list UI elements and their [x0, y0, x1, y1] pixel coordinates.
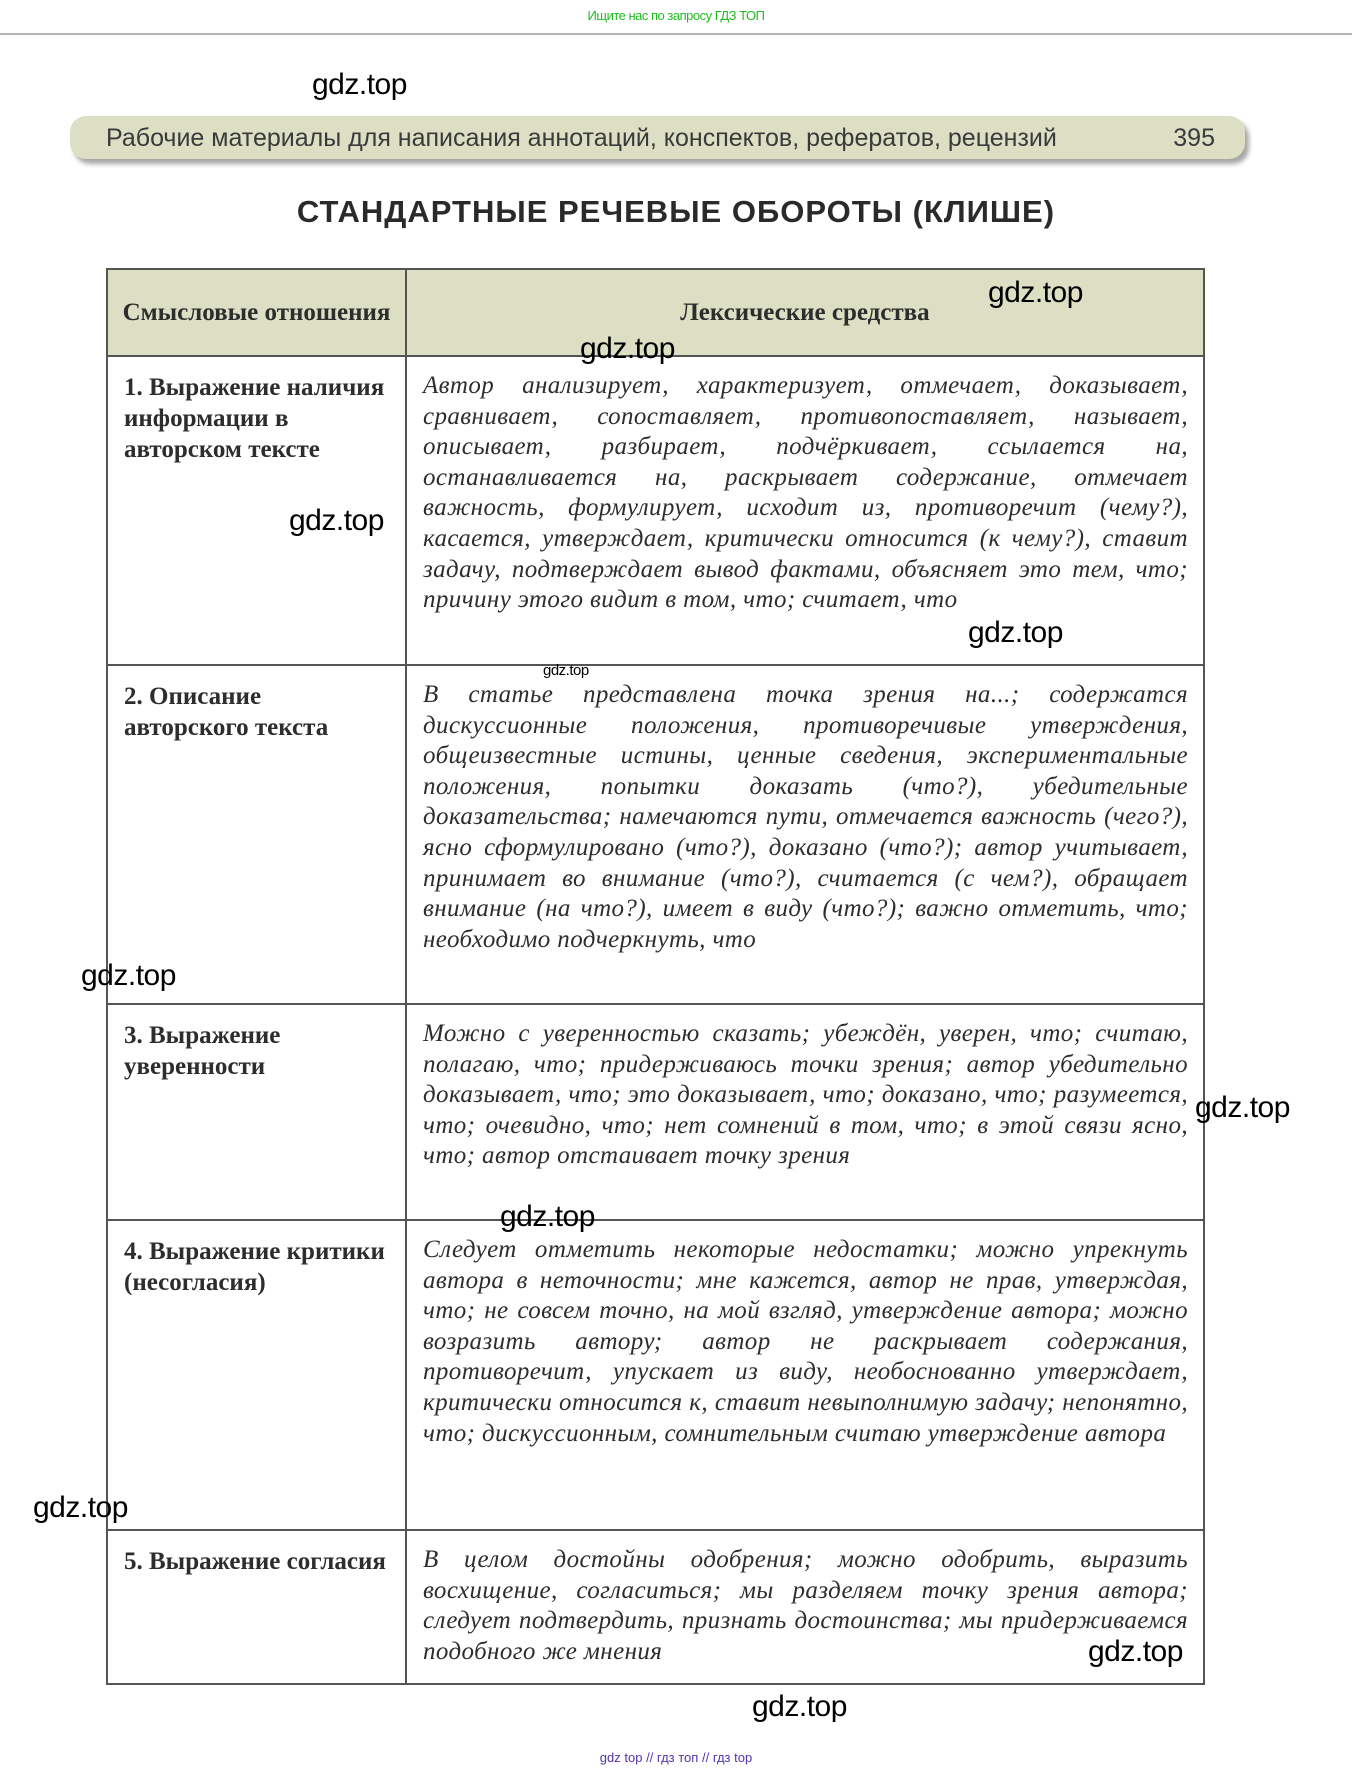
footer-links	[0, 1750, 1352, 1765]
row-lexical: В целом достойны одобрения; можно одобрить, выразить восхищение, согласиться; мы разделяем точку зрения автора; следует подтвердить, признать достоинства; мы придерживаемся подобного же мнения	[406, 1530, 1204, 1684]
row-lexical: Автор анализирует, характеризует, отмечает, доказывает, сравнивает, сопоставляет, противопоставляет, называет, описывает, разбирает, подчёркивает, ссылается на, останавливается на, раскрывает содержание, отмечает важность, формулирует, исходит из, противоречит (чему?), касается, утверждает, критически относится (к чему?), ставит задачу, подтверждает вывод фактами, объясняет это тем, что; причину этого видит в том, что; считает, что	[406, 356, 1204, 665]
footer-link[interactable]: gdz top	[599, 1750, 643, 1765]
cliche-table	[106, 268, 1205, 1685]
footer-link[interactable]: гдз топ	[656, 1750, 699, 1765]
table-row	[107, 665, 1204, 1004]
watermark: gdz.top	[312, 68, 407, 101]
watermark: gdz.top	[1088, 1635, 1183, 1668]
header-lexical-means: Лексические средства	[406, 269, 1204, 356]
watermark: gdz.top	[580, 332, 675, 365]
table-row	[107, 1004, 1204, 1220]
table-row	[107, 1530, 1204, 1684]
watermark: gdz.top	[500, 1200, 595, 1233]
footer-separator: //	[646, 1750, 654, 1765]
row-lexical: Следует отметить некоторые недостатки; можно упрекнуть автора в неточности; мне кажется, автор не прав, утверждая, что; не совсем точно, на мой взгляд, утверждение автора; можно возразить автору; автор не раскрывает содержания, противоречит, упускает из виду, необоснованно утверждает, критически относится к, ставит невыполнимую задачу; непонятно, что; дискуссионным, сомнительным считаю утверждение автора	[406, 1220, 1204, 1530]
watermark: gdz.top	[289, 504, 384, 537]
page-title: СТАНДАРТНЫЕ РЕЧЕВЫЕ ОБОРОТЫ (КЛИШЕ)	[296, 194, 1056, 229]
banner-link[interactable]: Ищите нас по запросу ГДЗ ТОП	[587, 8, 765, 23]
footer-link[interactable]: гдз top	[712, 1750, 753, 1765]
table-row	[107, 1220, 1204, 1530]
watermark: gdz.top	[1195, 1091, 1290, 1124]
running-header	[70, 116, 1245, 159]
page-number: 395	[1173, 124, 1215, 152]
watermark: gdz.top	[988, 276, 1083, 309]
row-category: 4. Выражение критики (несогласия)	[107, 1220, 406, 1530]
watermark: gdz.top	[752, 1690, 847, 1723]
row-category: 1. Выражение наличия информации в авторском тексте	[107, 356, 406, 665]
footer-separator: //	[701, 1750, 710, 1765]
row-category: 2. Описание авторского текста	[107, 665, 406, 1004]
header-semantic-relations: Смысловые отношения	[107, 269, 406, 356]
row-lexical: В статье представлена точка зрения на...; содержатся дискуссионные положения, противоречивые утверждения, общеизвестные истины, ценные сведения, экспериментальные положения, попытки доказать (что?), убедительные доказательства; намечаются пути, отмечается важность (чего?), ясно сформулировано (что?), доказано (что?); автор учитывает, принимает во внимание (что?), считается (с чем?), обращает внимание (на что?), имеет в виду (что?); важно отметить, что; необходимо подчеркнуть, что	[406, 665, 1204, 1004]
row-category: 5. Выражение согласия	[107, 1530, 406, 1684]
running-header-title: Рабочие материалы для написания аннотаций, конспектов, рефератов, рецензий	[106, 124, 1057, 152]
watermark: gdz.top	[543, 662, 589, 679]
row-lexical: Можно с уверенностью сказать; убеждён, уверен, что; считаю, полагаю, что; придерживаюсь точки зрения; автор убедительно доказывает, что; это доказывает, что; доказано, что; разумеется, что; очевидно, что; нет сомнений в том, что; в этой связи ясно, что; автор отстаивает точку зрения	[406, 1004, 1204, 1220]
watermark: gdz.top	[81, 959, 176, 992]
watermark: gdz.top	[968, 616, 1063, 649]
row-category: 3. Выражение уверенности	[107, 1004, 406, 1220]
watermark: gdz.top	[33, 1491, 128, 1524]
top-banner	[0, 0, 1352, 35]
